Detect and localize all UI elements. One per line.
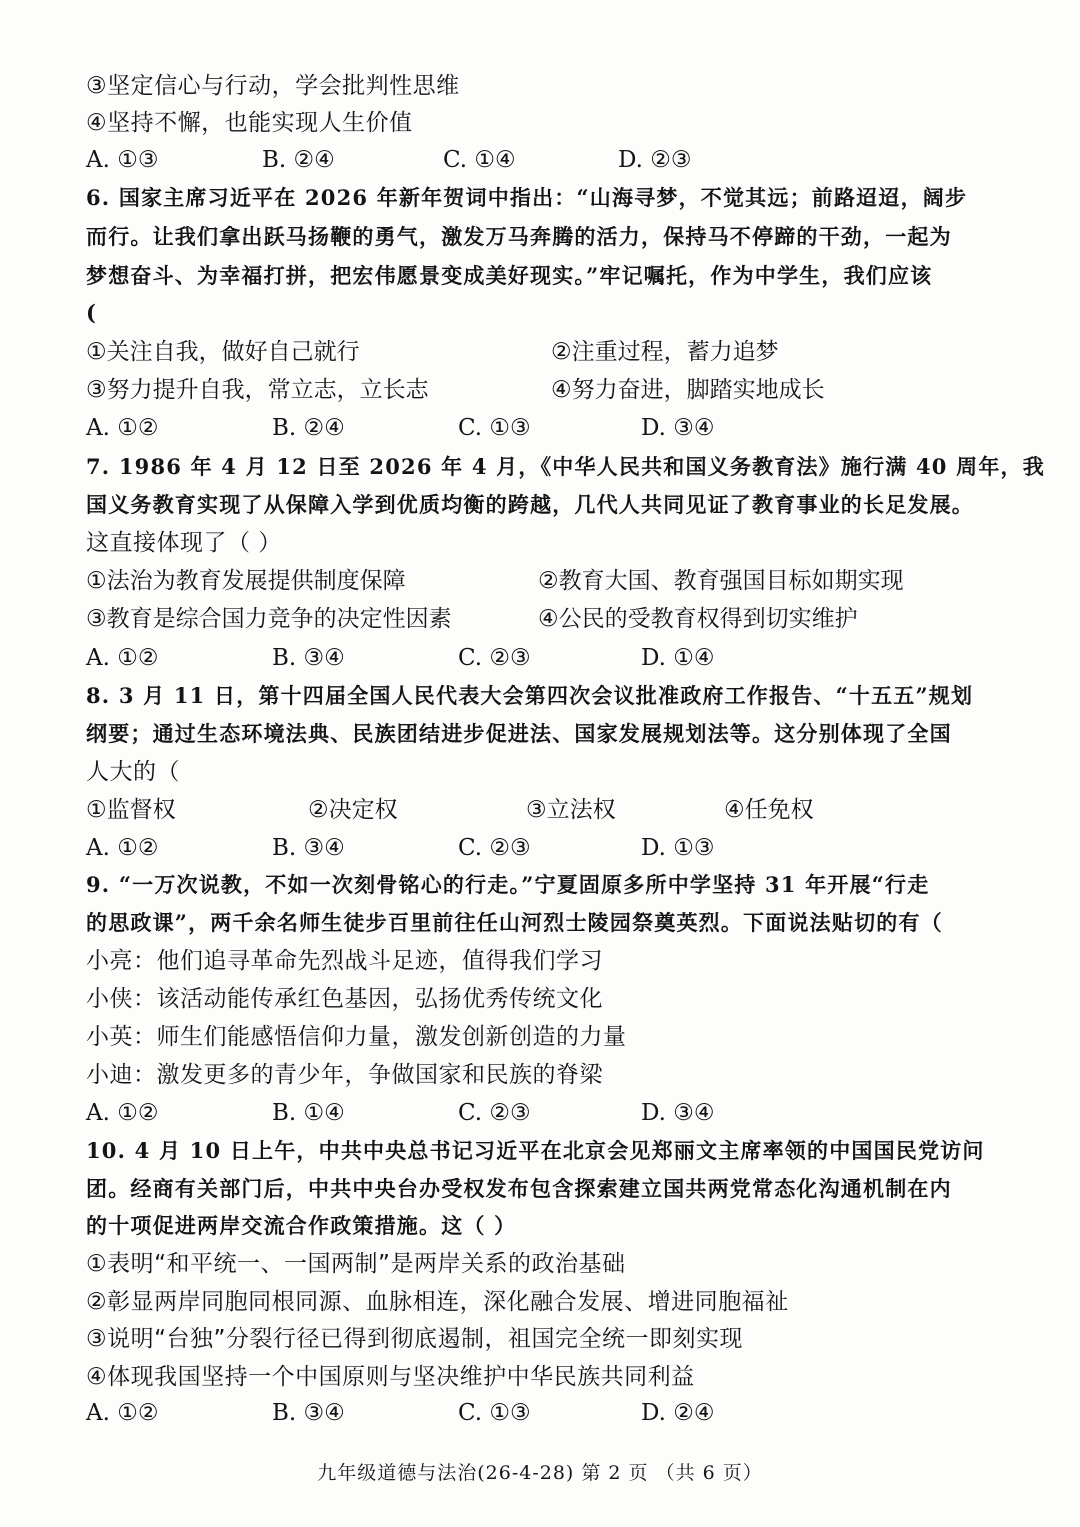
answer-d: D. ③④ [641,1100,715,1126]
q7-option-2: ②教育大国、教育强国目标如期实现 [538,568,904,594]
q10-option-3: ③说明“台独”分裂行径已得到彻底遏制，祖国完全统一即刻实现 [86,1326,743,1352]
q9-option-3: 小英：师生们能感悟信仰力量，激发创新创造的力量 [86,1024,627,1050]
q6-stem-line-1: 6. 国家主席习近平在 2026 年新年贺词中指出：“山海寻梦，不觉其远；前路迢迢，阔步 [86,185,968,210]
q7-option-4: ④公民的受教育权得到切实维护 [538,606,858,632]
q8-option-4: ④任免权 [724,797,814,823]
q10-stem-line-2: 团。经商有关部门后，中共中央台办受权发布包含探索建立国共两党常态化沟通机制在内 [86,1176,952,1201]
q9-stem-line-1: 9. “一万次说教，不如一次刻骨铭心的行走。”宁夏固原多所中学坚持 31 年开展“行走 [86,872,930,897]
q8-stem-line-1: 8. 3 月 11 日，第十四届全国人民代表大会第四次会议批准政府工作报告、“十五五”规划 [86,683,974,708]
q8-option-1: ①监督权 [86,797,176,823]
q10-stem-line-3: 的十项促进两岸交流合作政策措施。这（ ） [86,1213,517,1238]
answer-c: C. ②③ [458,645,531,671]
q9-option-2: 小侠：该活动能传承红色基因，弘扬优秀传统文化 [86,986,603,1012]
q7-option-3: ③教育是综合国力竞争的决定性因素 [86,606,452,632]
q6-option-row-1 [86,337,1010,367]
q8-answer-row [86,833,1010,863]
answer-c: C. ①④ [443,147,516,173]
q8-stem-line-2: 纲要；通过生态环境法典、民族团结进步促进法、国家发展规划法等。这分别体现了全国 [86,721,952,746]
answer-b: B. ②④ [272,415,345,441]
q9-option-1: 小亮：他们追寻革命先烈战斗足迹，值得我们学习 [86,948,603,974]
q5-option-3: ③坚定信心与行动，学会批判性思维 [86,73,460,99]
q10-answer-row [86,1398,1010,1428]
answer-a: A. ①② [86,645,159,671]
answer-b: B. ③④ [272,645,345,671]
q8-stem-line-3: 人大的（ [86,759,180,785]
answer-a: A. ①③ [86,147,159,173]
answer-c: C. ①③ [458,1400,531,1426]
q6-stem-line-2: 而行。让我们拿出跃马扬鞭的勇气，激发万马奔腾的活力，保持马不停蹄的干劲，一起为 [86,224,952,249]
q6-answer-bracket: ( [86,300,98,325]
answer-a: A. ①② [86,1400,159,1426]
answer-d: D. ③④ [641,415,715,441]
q7-option-1: ①法治为教育发展提供制度保障 [86,568,406,594]
q7-stem-line-1: 7. 1986 年 4 月 12 日至 2026 年 4 月，《中华人民共和国义务教育法》施行满 40 周年，我 [86,454,1045,479]
answer-c: C. ②③ [458,835,531,861]
q6-option-4: ④努力奋进，脚踏实地成长 [551,377,825,403]
q10-stem-line-1: 10. 4 月 10 日上午，中共中央总书记习近平在北京会见郑丽文主席率领的中国国民党访问 [86,1138,985,1163]
q6-option-1: ①关注自我，做好自己就行 [86,339,360,365]
answer-b: B. ③④ [272,1400,345,1426]
q9-answer-row [86,1098,1010,1128]
answer-a: A. ①② [86,1100,159,1126]
q9-option-4: 小迪：激发更多的青少年，争做国家和民族的脊梁 [86,1062,603,1088]
q10-option-1: ①表明“和平统一、一国两制”是两岸关系的政治基础 [86,1251,626,1277]
q7-option-row-2 [86,604,1010,634]
q6-answer-row [86,413,1010,443]
page-footer: 九年级道德与法治(26-4-28) 第 2 页 （共 6 页） [317,1462,763,1484]
q7-stem-line-2: 国义务教育实现了从保障入学到优质均衡的跨越，几代人共同见证了教育事业的长足发展。 [86,492,974,517]
answer-b: B. ③④ [272,835,345,861]
q8-option-3: ③立法权 [526,797,616,823]
q10-option-2: ②彰显两岸同胞同根同源、血脉相连，深化融合发展、增进同胞福祉 [86,1289,789,1315]
q10-option-4: ④体现我国坚持一个中国原则与坚决维护中华民族共同利益 [86,1364,695,1390]
q7-stem-line-3: 这直接体现了（ ） [86,530,282,556]
answer-c: C. ①③ [458,415,531,441]
q6-option-2: ②注重过程，蓄力追梦 [551,339,779,365]
q6-option-row-2 [86,375,1010,405]
q8-option-2: ②决定权 [308,797,398,823]
answer-a: A. ①② [86,835,159,861]
q7-answer-row [86,643,1010,673]
answer-c: C. ②③ [458,1100,531,1126]
q6-stem-line-3: 梦想奋斗、为幸福打拼，把宏伟愿景变成美好现实。”牢记嘱托，作为中学生，我们应该 [86,263,933,288]
q9-stem-line-2: 的思政课”，两千余名师生徒步百里前往任山河烈士陵园祭奠英烈。下面说法贴切的有（ [86,910,943,935]
q7-option-row-1 [86,566,1010,596]
answer-d: D. ①③ [641,835,715,861]
q5-answer-row [86,145,1010,175]
answer-b: B. ②④ [262,147,335,173]
answer-b: B. ①④ [272,1100,345,1126]
answer-a: A. ①② [86,415,159,441]
answer-d: D. ②④ [641,1400,715,1426]
q5-option-4: ④坚持不懈，也能实现人生价值 [86,110,413,136]
answer-d: D. ②③ [618,147,692,173]
q8-option-row [86,795,1010,825]
answer-d: D. ①④ [641,645,715,671]
q6-option-3: ③努力提升自我，常立志，立长志 [86,377,429,403]
